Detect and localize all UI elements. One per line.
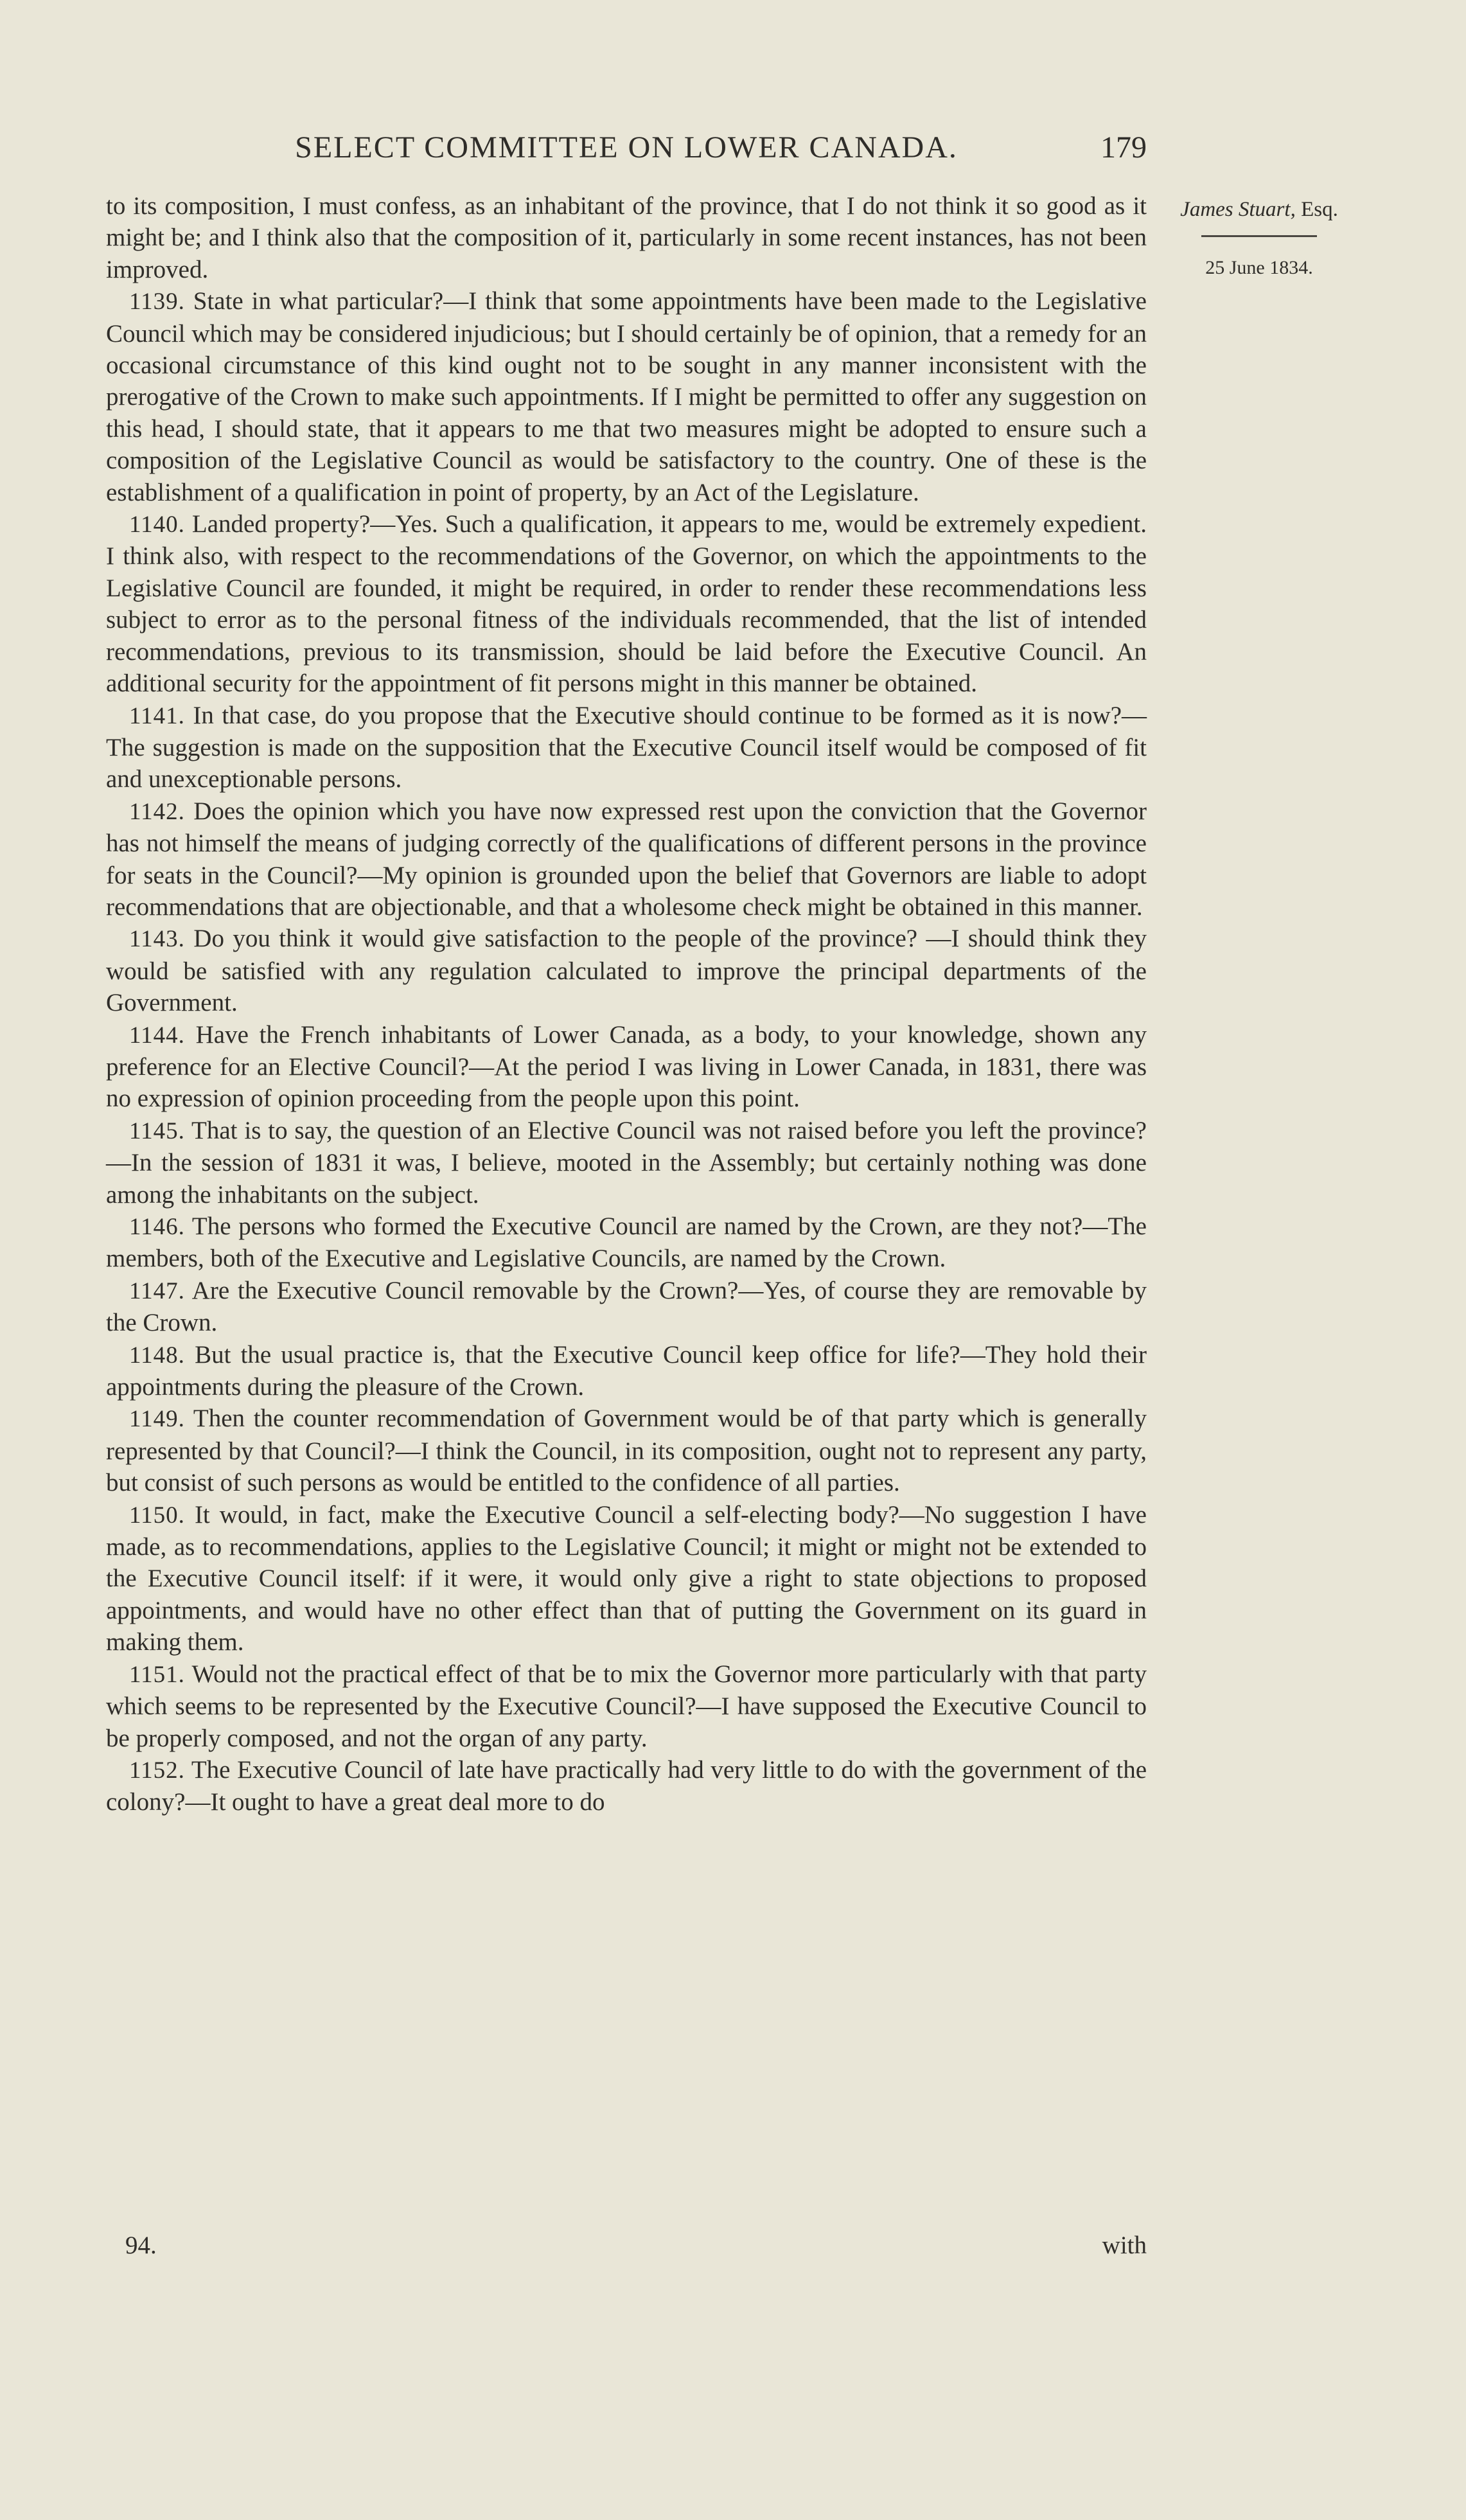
margin-note [1156, 193, 1362, 282]
paragraph-text: But the usual practice is, that the Executive Council keep office for life?—They hold their appointments during the pleasure of the Crown. [106, 1340, 1147, 1401]
witness-name: James Stuart, [1180, 198, 1296, 221]
question-1139 [106, 285, 1147, 508]
page-header [106, 125, 1147, 170]
paragraph-text: The Executive Council of late have practically had very little to do with the government of the colony?—It ought to have a great deal more to do [106, 1755, 1147, 1816]
testimony-date: 25 June 1834. [1205, 257, 1313, 278]
question-number: 1145. [129, 1117, 185, 1144]
witness-suffix: Esq. [1295, 198, 1338, 221]
question-1149 [106, 1403, 1147, 1498]
question-1151 [106, 1658, 1147, 1754]
paragraph-text: Are the Executive Council removable by the Crown?—Yes, of course they are removable by the Crown. [106, 1276, 1147, 1337]
witness-label [1156, 193, 1362, 226]
question-1150 [106, 1499, 1147, 1658]
signature-mark: 94. [125, 2232, 157, 2259]
paragraph-text: That is to say, the question of an Elective Council was not raised before you left the province?—In the session of 1831 it was, I believe, mooted in the Assembly; but certainly nothing was done among the inhabitants on the subject. [106, 1116, 1147, 1209]
question-number: 1143. [129, 926, 185, 953]
paragraph-text: In that case, do you propose that the Executive should continue to be formed as it is now?—The suggestion is made on the supposition that the Executive Council itself would be composed of fit and unexceptionable persons. [106, 701, 1147, 794]
question-number: 1140. [129, 511, 185, 538]
paragraph-text: to its composition, I must confess, as an inhabitant of the province, that I do not think it so good as it might be; and I think also that the composition of it, particularly in some recent instances, has not been improved. [106, 192, 1147, 283]
question-1152 [106, 1754, 1147, 1818]
paragraph-continued [106, 190, 1147, 285]
page-number: 179 [1100, 130, 1147, 164]
question-number: 1147. [129, 1277, 185, 1304]
paragraph-text: The persons who formed the Executive Council are named by the Crown, are they not?—The members, both of the Executive and Legislative Councils, are named by the Crown. [106, 1212, 1147, 1273]
question-1147 [106, 1275, 1147, 1339]
question-1146 [106, 1211, 1147, 1275]
question-number: 1139. [129, 288, 185, 315]
question-number: 1146. [129, 1214, 185, 1240]
question-1140 [106, 508, 1147, 699]
question-1141 [106, 700, 1147, 795]
question-1143 [106, 923, 1147, 1018]
question-1142 [106, 795, 1147, 923]
paragraph-text: Have the French inhabitants of Lower Canada, as a body, to your knowledge, shown any preference for an Elective Council?—At the period I was living in Lower Canada, in 1831, there was no expression of opinion proceeding from the people upon this point. [106, 1020, 1147, 1113]
question-number: 1144. [129, 1022, 185, 1049]
paragraph-text: Do you think it would give satisfaction to the people of the province? —I should think they would be satisfied with any regulation calculated to improve the principal departments of the Government. [106, 925, 1147, 1017]
page-footer [106, 2230, 1147, 2262]
paragraph-text: State in what particular?—I think that some appointments have been made to the Legislative Council which may be considered injudicious; but I should certainly be of opinion, that a remedy for an occasional circumstance of this kind ought not to be sought in any manner inconsistent with the prerogative of the Crown to make such appointments. If I might be permitted to offer any suggestion on this head, I should state, that it appears to me that two measures might be adopted to ensure such a composition of the Legislative Council as would be satisfactory to the country. One of these is the establishment of a qualification in point of property, by an Act of the Legislature. [106, 287, 1147, 506]
question-number: 1148. [129, 1342, 185, 1369]
margin-rule [1201, 235, 1317, 237]
paragraph-text: Does the opinion which you have now expressed rest upon the conviction that the Governor has not himself the means of judging correctly of the qualifications of different persons in the province for seats in the Council?—My opinion is grounded upon the belief that Governors are liable to adopt recommendations that are objectionable, and that a wholesome check might be obtained in this manner. [106, 797, 1147, 921]
catchword: with [1102, 2232, 1147, 2259]
question-number: 1149. [129, 1406, 185, 1433]
question-number: 1150. [129, 1502, 185, 1529]
question-number: 1151. [129, 1661, 185, 1688]
paragraph-text: It would, in fact, make the Executive Council a self-electing body?—No suggestion I have made, as to recommendations, applies to the Legislative Council; it might or might not be extended to the Executive Council itself: if it were, it would only give a right to state objections to proposed appointments, and would have no other effect than that of putting the Government on its guard in making them. [106, 1500, 1147, 1656]
paragraph-text: Landed property?—Yes. Such a qualification, it appears to me, would be extremely expedient. I think also, with respect to the recommendations of the Governor, on which the appointments to the Legislative Council are founded, it might be required, in order to render these recommendations less subject to error as to the personal fitness of the individuals recommended, that the list of intended recommendations, previous to its transmission, should be laid before the Executive Council. An additional security for the appointment of fit persons might in this manner be obtained. [106, 510, 1147, 698]
question-number: 1142. [129, 798, 185, 825]
question-1148 [106, 1339, 1147, 1403]
paragraph-text: Would not the practical effect of that be to mix the Governor more particularly with that party which seems to be represented by the Executive Council?—I have supposed the Executive Council to be properly composed, and not the organ of any party. [106, 1660, 1147, 1752]
question-number: 1141. [129, 702, 185, 729]
question-1144 [106, 1019, 1147, 1115]
running-title: SELECT COMMITTEE ON LOWER CANADA. [295, 130, 958, 164]
question-number: 1152. [129, 1757, 185, 1784]
paragraph-text: Then the counter recommendation of Government would be of that party which is generally represented by that Council?—I think the Council, in its composition, ought not to represent any party, but consist of such persons as would be entitled to the confidence of all parties. [106, 1405, 1147, 1497]
question-1145 [106, 1115, 1147, 1211]
text-column [106, 190, 1147, 1818]
